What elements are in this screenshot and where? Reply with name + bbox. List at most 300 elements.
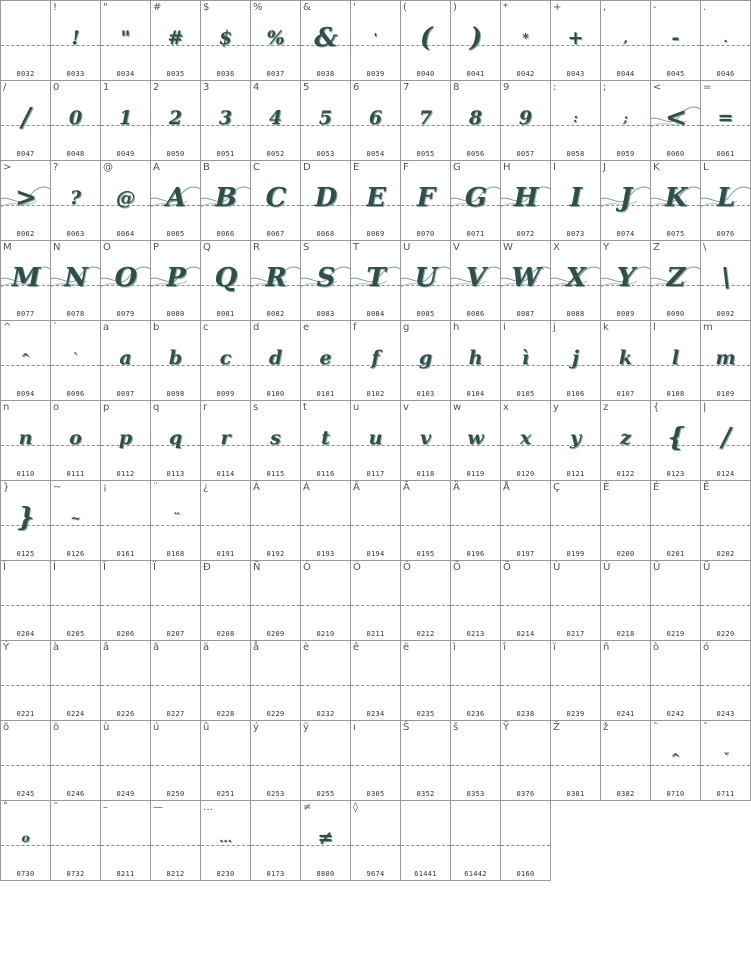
glyph-cell [0, 81, 51, 161]
glyph-code-label: 0207 [166, 630, 185, 638]
glyph-cell [601, 0, 651, 81]
glyph-code-label: 0161 [116, 550, 135, 558]
glyph-code-label: 0061 [716, 150, 735, 158]
glyph-sample: h [468, 347, 483, 369]
glyph-code-label: 0124 [716, 470, 735, 478]
glyph-key-label: h [453, 322, 460, 333]
glyph-code-label: 0206 [116, 630, 135, 638]
glyph-sample: a [119, 347, 132, 369]
glyph-cell [551, 401, 601, 481]
glyph-sample [351, 741, 400, 775]
glyph-code-label: 0098 [166, 390, 185, 398]
glyph-code-label: 9674 [366, 870, 385, 878]
glyph-cell [651, 241, 701, 321]
glyph-key-label: $ [203, 2, 210, 13]
glyph-key-label: I [553, 162, 556, 173]
glyph-cell [401, 401, 451, 481]
glyph-key-label: A [153, 162, 160, 173]
glyph-code-label: 0057 [516, 150, 535, 158]
glyph-key-label: Â [353, 482, 360, 493]
glyph-key-label: 7 [403, 82, 410, 93]
glyph-cell [601, 321, 651, 401]
glyph-code-label: 0069 [366, 230, 385, 238]
glyph-sample: J [619, 183, 632, 213]
glyph-cell [0, 161, 51, 241]
glyph-sample: H [513, 183, 538, 213]
glyph-key-label: â [103, 642, 110, 653]
glyph-cell [51, 801, 101, 881]
glyph-code-label: 0033 [66, 70, 85, 78]
glyph-sample: C [265, 183, 286, 213]
glyph-code-label: 0084 [366, 310, 385, 318]
glyph-key-label: 2 [153, 82, 160, 93]
glyph-code-label: 0168 [166, 550, 185, 558]
glyph-code-label: 8230 [216, 870, 235, 878]
glyph-cell [451, 0, 501, 81]
glyph-key-label: ˚ [3, 802, 8, 813]
glyph-cell [601, 641, 651, 721]
glyph-code-label: 0173 [266, 870, 285, 878]
glyph-sample: 0 [68, 107, 83, 129]
glyph-key-label: ` [53, 322, 58, 333]
glyph-code-label: 0382 [616, 790, 635, 798]
glyph-sample [51, 821, 100, 855]
glyph-cell [0, 641, 51, 721]
glyph-sample: ≠ [317, 827, 334, 849]
glyph-cell [101, 241, 151, 321]
glyph-cell [451, 561, 501, 641]
glyph-key-label: Ó [353, 562, 361, 573]
glyph-sample [101, 741, 150, 775]
glyph-sample: ¨ [172, 511, 179, 525]
glyph-key-label: ã [153, 642, 160, 653]
glyph-code-label: 0068 [316, 230, 335, 238]
glyph-code-label: 0111 [66, 470, 85, 478]
glyph-code-label: 0232 [316, 710, 335, 718]
glyph-sample [551, 661, 600, 695]
glyph-sample: * [522, 31, 529, 45]
glyph-cell [251, 481, 301, 561]
glyph-cell [401, 321, 451, 401]
glyph-code-label: 0238 [516, 710, 535, 718]
glyph-key-label: d [253, 322, 260, 333]
glyph-code-label: 0059 [616, 150, 635, 158]
glyph-code-label: 0040 [416, 70, 435, 78]
glyph-cell [0, 561, 51, 641]
glyph-sample: Q [214, 263, 237, 293]
glyph-sample: k [618, 347, 633, 369]
glyph-code-label: 0075 [666, 230, 685, 238]
glyph-sample [51, 661, 100, 695]
glyph-sample: ! [71, 27, 80, 49]
glyph-code-label: 0228 [216, 710, 235, 718]
glyph-code-label: 0053 [316, 150, 335, 158]
glyph-code-label: 0099 [216, 390, 235, 398]
glyph-key-label: Q [203, 242, 211, 253]
glyph-sample: Z [666, 263, 685, 293]
glyph-sample: 7 [418, 107, 433, 129]
glyph-sample [601, 581, 650, 615]
glyph-code-label: 0224 [66, 710, 85, 718]
glyph-cell [151, 321, 201, 401]
glyph-code-label: 0245 [16, 790, 35, 798]
glyph-cell [501, 481, 551, 561]
glyph-sample: T [366, 263, 385, 293]
glyph-sample [401, 501, 450, 535]
glyph-cell [51, 481, 101, 561]
glyph-code-label: 0066 [216, 230, 235, 238]
glyph-key-label: Š [403, 722, 410, 733]
glyph-cell [201, 641, 251, 721]
glyph-sample: l [671, 347, 680, 369]
glyph-cell [351, 641, 401, 721]
glyph-key-label: Ž [553, 722, 560, 733]
glyph-sample: X [565, 263, 586, 293]
glyph-cell [451, 641, 501, 721]
glyph-cell [701, 721, 751, 801]
glyph-key-label: % [253, 2, 263, 13]
glyph-key-label: à [53, 642, 60, 653]
glyph-cell [501, 0, 551, 81]
glyph-code-label: 0220 [716, 630, 735, 638]
glyph-cell [0, 0, 51, 81]
glyph-code-label: 0065 [166, 230, 185, 238]
glyph-cell [401, 161, 451, 241]
glyph-sample: q [168, 427, 183, 449]
glyph-cell [551, 81, 601, 161]
glyph-sample: f [371, 347, 380, 369]
glyph-code-label: 0034 [116, 70, 135, 78]
glyph-key-label: Å [503, 482, 510, 493]
glyph-cell [601, 81, 651, 161]
glyph-code-label: 0255 [316, 790, 335, 798]
glyph-cell [301, 801, 351, 881]
glyph-sample: & [314, 23, 337, 53]
glyph-key-label: p [103, 402, 110, 413]
glyph-code-label: 61442 [464, 870, 487, 878]
glyph-cell [151, 801, 201, 881]
glyph-code-label: 0058 [566, 150, 585, 158]
glyph-sample: s [270, 427, 281, 449]
glyph-code-label: 0052 [266, 150, 285, 158]
glyph-cell [551, 721, 601, 801]
glyph-cell [0, 321, 51, 401]
glyph-key-label: å [253, 642, 260, 653]
glyph-key-label: O [103, 242, 111, 253]
glyph-key-label: ÿ [303, 722, 309, 733]
glyph-sample [551, 501, 600, 535]
glyph-code-label: 0381 [566, 790, 585, 798]
glyph-cell [601, 481, 651, 561]
glyph-key-label: ◊ [353, 802, 358, 813]
glyph-cell [251, 401, 301, 481]
glyph-code-label: 0097 [116, 390, 135, 398]
glyph-cell [51, 561, 101, 641]
glyph-cell [351, 481, 401, 561]
glyph-code-label: 0108 [666, 390, 685, 398]
glyph-sample: = [717, 107, 734, 129]
glyph-sample: B [215, 183, 236, 213]
glyph-cell [401, 241, 451, 321]
glyph-sample [701, 581, 750, 615]
glyph-key-label: j [553, 322, 556, 333]
glyph-key-label: ë [403, 642, 410, 653]
glyph-sample: @ [116, 187, 135, 209]
glyph-key-label: ˝ [53, 802, 58, 813]
glyph-key-label: ( [403, 2, 407, 13]
glyph-sample: , [623, 31, 628, 45]
glyph-cell [201, 561, 251, 641]
glyph-cell [451, 161, 501, 241]
glyph-key-label: Ê [703, 482, 710, 493]
glyph-cell [701, 401, 751, 481]
glyph-key-label: m [703, 322, 713, 333]
glyph-sample: V [465, 263, 486, 293]
glyph-sample [401, 661, 450, 695]
glyph-code-label: 0071 [466, 230, 485, 238]
glyph-cell [351, 81, 401, 161]
glyph-sample: 2 [168, 107, 183, 129]
glyph-code-label: 0242 [666, 710, 685, 718]
glyph-key-label: & [303, 2, 311, 13]
glyph-cell [351, 0, 401, 81]
glyph-cell [201, 721, 251, 801]
glyph-sample [1, 741, 50, 775]
glyph-code-label: 0236 [466, 710, 485, 718]
glyph-cell [701, 321, 751, 401]
glyph-code-label: 0089 [616, 310, 635, 318]
glyph-sample: ) [469, 23, 482, 53]
glyph-sample [451, 741, 500, 775]
glyph-key-label: t [303, 402, 307, 413]
glyph-sample [501, 501, 550, 535]
glyph-sample: W [511, 263, 540, 293]
glyph-key-label: C [253, 162, 260, 173]
glyph-cell [601, 721, 651, 801]
glyph-cell [651, 481, 701, 561]
glyph-key-label: Z [653, 242, 660, 253]
glyph-key-label: } [3, 482, 10, 493]
glyph-cell [51, 721, 101, 801]
glyph-code-label: 0081 [216, 310, 235, 318]
glyph-key-label: Ö [503, 562, 511, 573]
glyph-code-label: 0239 [566, 710, 585, 718]
glyph-cell [151, 561, 201, 641]
glyph-sample: L [716, 183, 735, 213]
glyph-sample [451, 501, 500, 535]
glyph-key-label: 3 [203, 82, 210, 93]
glyph-code-label: 0376 [516, 790, 535, 798]
glyph-code-label: 0107 [616, 390, 635, 398]
glyph-code-label: 0204 [16, 630, 35, 638]
glyph-code-label: 0214 [516, 630, 535, 638]
glyph-key-label: n [3, 402, 10, 413]
glyph-key-label: Á [303, 482, 310, 493]
glyph-sample: ... [219, 831, 232, 845]
glyph-cell [201, 0, 251, 81]
glyph-cell [201, 161, 251, 241]
glyph-sample [701, 661, 750, 695]
glyph-code-label: 0087 [516, 310, 535, 318]
glyph-cell [0, 721, 51, 801]
glyph-key-label: É [653, 482, 660, 493]
glyph-code-label: 0054 [366, 150, 385, 158]
glyph-key-label: ı [353, 722, 356, 733]
glyph-cell [201, 321, 251, 401]
glyph-key-label: 1 [103, 82, 110, 93]
glyph-cell [701, 161, 751, 241]
glyph-code-label: 0086 [466, 310, 485, 318]
glyph-cell [101, 561, 151, 641]
glyph-sample: 8 [468, 107, 483, 129]
glyph-cell [151, 721, 201, 801]
glyph-sample: u [368, 427, 383, 449]
glyph-sample [651, 501, 700, 535]
glyph-sample [1, 21, 50, 55]
glyph-code-label: 0110 [16, 470, 35, 478]
glyph-key-label: ^ [3, 322, 12, 333]
glyph-code-label: 0104 [466, 390, 485, 398]
glyph-sample: I [569, 183, 582, 213]
glyph-sample: K [664, 183, 687, 213]
glyph-key-label: J [603, 162, 606, 173]
glyph-code-label: 0213 [466, 630, 485, 638]
glyph-key-label: x [503, 402, 509, 413]
glyph-sample: e [319, 347, 332, 369]
glyph-sample [451, 821, 500, 855]
glyph-code-label: 8800 [316, 870, 335, 878]
glyph-code-label: 0092 [716, 310, 735, 318]
glyph-sample: 9 [518, 107, 533, 129]
glyph-code-label: 0114 [216, 470, 235, 478]
glyph-sample [351, 501, 400, 535]
glyph-cell [101, 321, 151, 401]
glyph-key-label: e [303, 322, 310, 333]
glyph-sample: o [69, 427, 82, 449]
glyph-sample: ( [419, 23, 432, 53]
glyph-cell [251, 0, 301, 81]
glyph-key-label: ~ [53, 482, 62, 493]
glyph-sample: d [268, 347, 283, 369]
glyph-key-label: k [603, 322, 609, 333]
glyph-sample: ˇ [722, 751, 729, 765]
glyph-cell [0, 481, 51, 561]
glyph-sample [101, 581, 150, 615]
glyph-code-label: 0101 [316, 390, 335, 398]
glyph-code-label: 0067 [266, 230, 285, 238]
glyph-sample: ì [521, 347, 530, 369]
glyph-cell [651, 641, 701, 721]
glyph-key-label: 8 [453, 82, 460, 93]
glyph-sample: P [166, 263, 185, 293]
glyph-cell [301, 161, 351, 241]
glyph-key-label: u [353, 402, 360, 413]
glyph-cell [701, 241, 751, 321]
glyph-sample: j [572, 347, 579, 369]
glyph-sample: ? [69, 187, 82, 209]
glyph-cell [251, 561, 301, 641]
glyph-sample: ; [623, 111, 628, 125]
glyph-key-label: … [203, 802, 213, 813]
glyph-cell [51, 241, 101, 321]
glyph-sample [201, 581, 250, 615]
glyph-cell [601, 161, 651, 241]
glyph-cell [51, 641, 101, 721]
glyph-key-label: Ù [553, 562, 561, 573]
glyph-sample [651, 661, 700, 695]
glyph-cell [101, 721, 151, 801]
glyph-cell [451, 241, 501, 321]
glyph-sample: o [21, 831, 30, 845]
glyph-key-label: ý [253, 722, 259, 733]
glyph-key-label: N [53, 242, 61, 253]
glyph-key-label: ê [353, 642, 360, 653]
glyph-cell [251, 321, 301, 401]
glyph-key-label: D [303, 162, 311, 173]
glyph-key-label: s [253, 402, 259, 413]
glyph-code-label: 0096 [66, 390, 85, 398]
glyph-sample: t [321, 427, 330, 449]
glyph-key-label: ù [103, 722, 110, 733]
glyph-sample [301, 661, 350, 695]
glyph-key-label: * [503, 2, 508, 13]
glyph-key-label: š [453, 722, 459, 733]
glyph-key-label: 9 [503, 82, 510, 93]
glyph-key-label: Û [653, 562, 661, 573]
glyph-cell [601, 241, 651, 321]
glyph-key-label: a [103, 322, 110, 333]
glyph-cell [651, 81, 701, 161]
glyph-key-label: 5 [303, 82, 310, 93]
glyph-sample [51, 581, 100, 615]
glyph-cell [201, 401, 251, 481]
glyph-cell [551, 641, 601, 721]
glyph-code-label: 0193 [316, 550, 335, 558]
glyph-key-label: – [103, 802, 108, 813]
glyph-cell [651, 401, 701, 481]
glyph-code-label: 0094 [16, 390, 35, 398]
glyph-sample: - [671, 27, 680, 49]
glyph-sample: E [366, 183, 385, 213]
glyph-code-label: 0123 [666, 470, 685, 478]
glyph-key-label: H [503, 162, 511, 173]
glyph-cell [551, 0, 601, 81]
glyph-code-label: 0352 [416, 790, 435, 798]
glyph-code-label: 0235 [416, 710, 435, 718]
glyph-cell [301, 561, 351, 641]
glyph-sample: z [620, 427, 631, 449]
glyph-sample: ~ [70, 511, 81, 525]
glyph-key-label: | [703, 402, 707, 413]
glyph-code-label: 0217 [566, 630, 585, 638]
glyph-sample: > [15, 183, 36, 213]
glyph-sample [201, 501, 250, 535]
glyph-sample: + [567, 27, 584, 49]
glyph-cell [101, 641, 151, 721]
glyph-sample [101, 661, 150, 695]
glyph-code-label: 0219 [666, 630, 685, 638]
glyph-cell [451, 401, 501, 481]
glyph-sample [101, 821, 150, 855]
glyph-key-label: ≠ [303, 802, 312, 813]
glyph-code-label: 0121 [566, 470, 585, 478]
glyph-code-label: 0045 [666, 70, 685, 78]
glyph-code-label: 0195 [416, 550, 435, 558]
glyph-cell [701, 481, 751, 561]
glyph-cell [151, 641, 201, 721]
glyph-cell [101, 0, 151, 81]
glyph-key-label: L [703, 162, 709, 173]
